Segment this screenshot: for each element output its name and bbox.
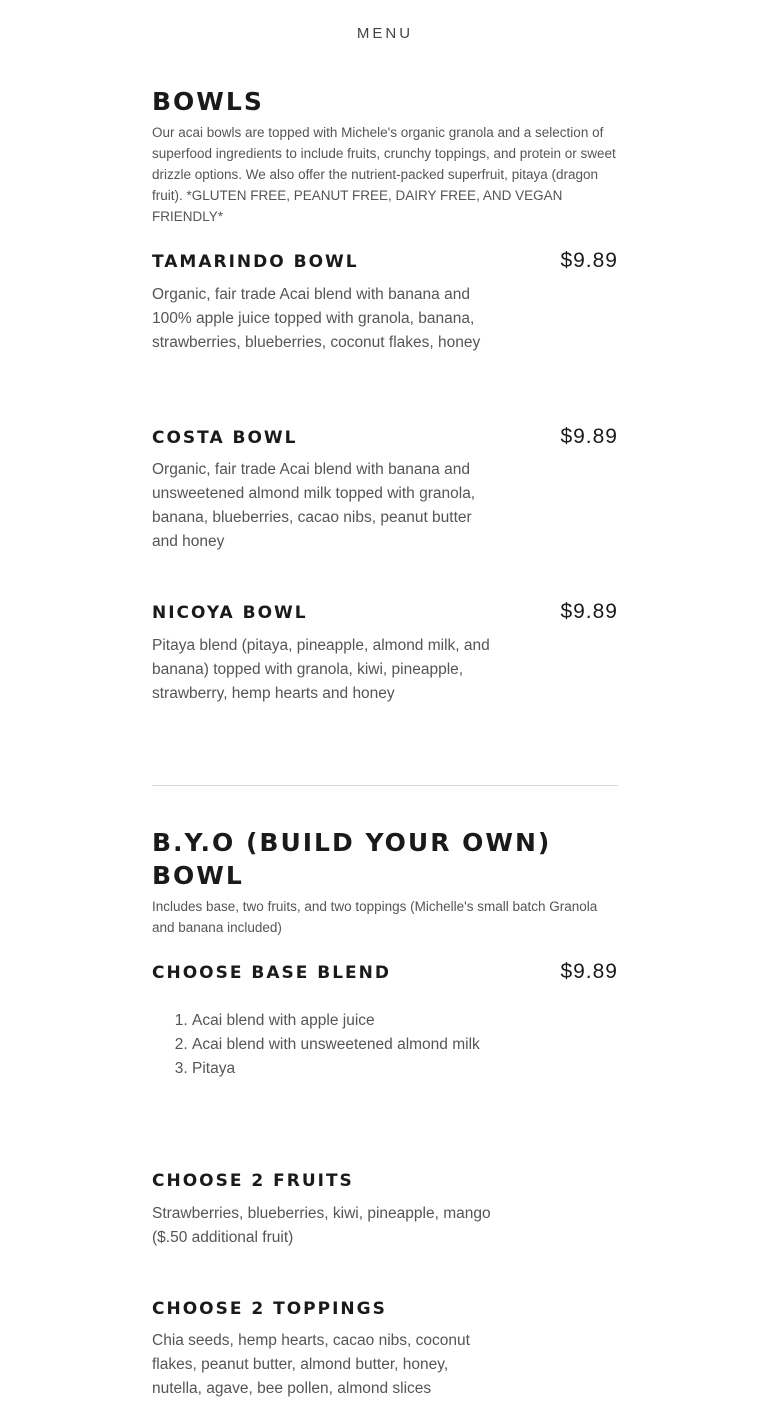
list-item: 2. Acai blend with unsweetened almond milk xyxy=(192,1033,512,1057)
section-description-bowls: Our acai bowls are topped with Michele's organic granola and a selection of superfood ingredients to include fruits, crunchy toppings, and protein or sweet drizzle options. We also offer the nutrient-packed superfruit, pitaya (dragon fruit). *GLUTEN FREE, PEANUT FREE, DAIRY FREE, AND VEGAN FRIENDLY* xyxy=(152,125,616,224)
section-description-byo: Includes base, two fruits, and two toppings (Michelle's small batch Granola and banana included) xyxy=(152,899,598,935)
section-title-line: BOWL xyxy=(152,861,244,890)
item-name: NICOYA BOWL xyxy=(152,603,308,623)
menu-header: MENU xyxy=(356,25,414,42)
item-description: Organic, fair trade Acai blend with banana and unsweetened almond milk topped with granola, banana, blueberries, cacao nibs, peanut butter and honey xyxy=(152,461,476,550)
section-title-bowls: BOWLS xyxy=(152,87,264,116)
section-title-byo xyxy=(152,826,618,892)
item-description: Chia seeds, hemp hearts, cacao nibs, coconut flakes, peanut butter, almond butter, honey, nutella, agave, bee pollen, almond slices xyxy=(152,1332,470,1397)
section-divider xyxy=(152,785,618,786)
item-description: Pitaya blend (pitaya, pineapple, almond milk, and banana) topped with granola, kiwi, pineapple, strawberry, hemp hearts and honey xyxy=(152,637,490,702)
item-name: CHOOSE 2 TOPPINGS xyxy=(152,1299,387,1319)
section-title-line: B.Y.O (BUILD YOUR OWN) xyxy=(152,828,552,857)
list-item: 3. Pitaya xyxy=(192,1057,512,1081)
item-name: COSTA BOWL xyxy=(152,428,298,448)
list-item: 1. Acai blend with apple juice xyxy=(192,1009,512,1033)
item-description: Organic, fair trade Acai blend with banana and 100% apple juice topped with granola, banana, strawberries, blueberries, coconut flakes, honey xyxy=(152,286,481,351)
item-price: $9.89 xyxy=(560,425,618,448)
base-options-list xyxy=(152,1009,512,1081)
item-name: CHOOSE BASE BLEND xyxy=(152,963,392,983)
item-price: $9.89 xyxy=(560,600,618,623)
item-name: CHOOSE 2 FRUITS xyxy=(152,1171,354,1191)
item-price: $9.89 xyxy=(560,960,618,983)
item-price: $9.89 xyxy=(560,249,618,272)
item-name: TAMARINDO BOWL xyxy=(152,252,359,272)
item-description: Strawberries, blueberries, kiwi, pineapple, mango ($.50 additional fruit) xyxy=(152,1205,491,1246)
